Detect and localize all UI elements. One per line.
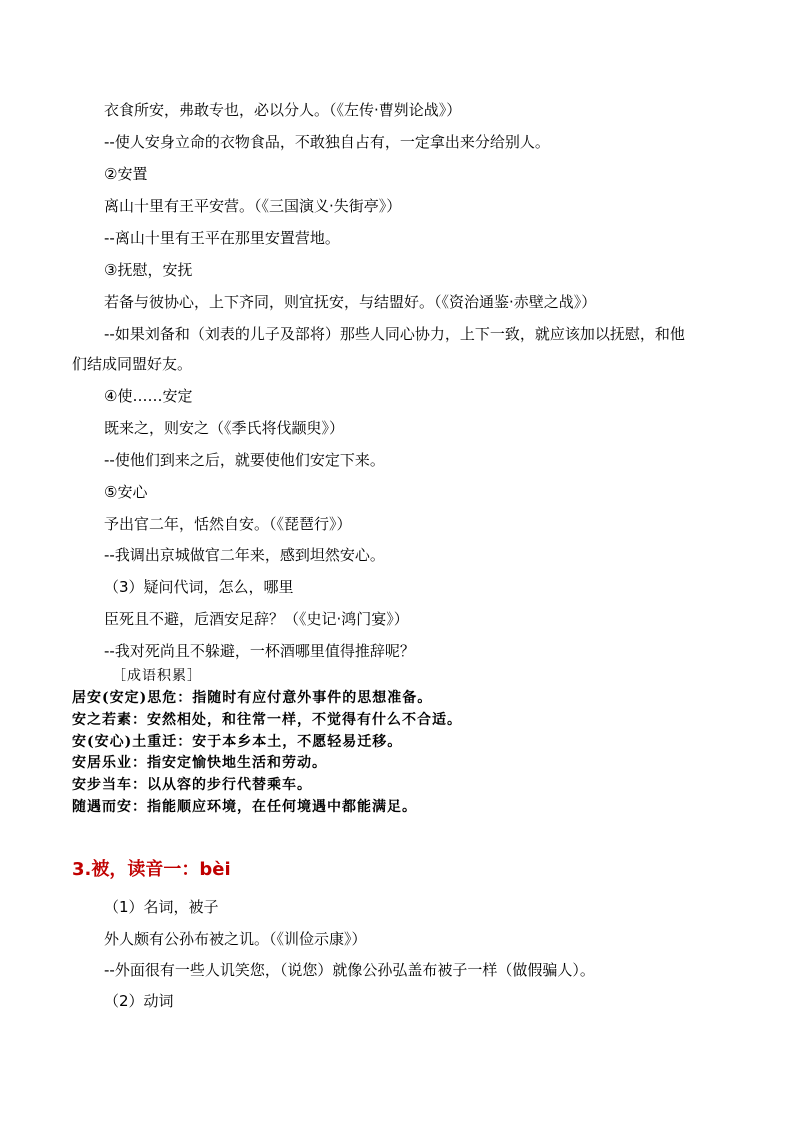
text-line: --外面很有一些人讥笑您，（说您）就像公孙弘盖布被子一样（做假骗人）。 [104, 961, 595, 979]
idiom-item: 随遇而安：指能顺应环境，在任何境遇中都能满足。 [72, 799, 417, 815]
text-line: 离山十里有王平安营。（《三国演义·失街亭》） [104, 197, 402, 215]
idiom-item: 安之若素：安然相处，和往常一样，不觉得有什么不合适。 [72, 712, 462, 728]
idiom-item: 安居乐业：指安定愉快地生活和劳动。 [72, 755, 327, 771]
text-line: ⑤安心 [104, 483, 148, 501]
text-line: --我调出京城做官二年来，感到坦然安心。 [104, 546, 385, 564]
text-line: （2）动词 [104, 992, 174, 1010]
text-line: 衣食所安，弗敢专也，必以分人。（《左传·曹刿论战》） [104, 101, 462, 119]
text-line: --使他们到来之后，就要使他们安定下来。 [104, 451, 385, 469]
text-line: --我对死尚且不躲避，一杯酒哪里值得推辞呢？ [104, 642, 415, 660]
text-line: 既来之，则安之（《季氏将伐颛臾》） [104, 419, 345, 437]
text-line: 臣死且不避，卮酒安足辞？（《史记·鸿门宴》） [104, 610, 409, 628]
section-heading: 3.被，读音一：bèi [72, 859, 231, 880]
text-line: ②安置 [104, 165, 148, 183]
text-line: 予出官二年，恬然自安。（《琵琶行》） [104, 515, 352, 533]
text-line: 若备与彼协心，上下齐同，则宜抚安，与结盟好。（《资治通鉴·赤壁之战》） [104, 293, 597, 311]
text-line: 们结成同盟好友。 [72, 355, 193, 373]
idiom-box-title: ［成语积累］ [112, 668, 202, 684]
text-line: ④使……安定 [104, 387, 193, 405]
idiom-item: 安(安心)土重迁：安于本乡本土，不愿轻易迁移。 [72, 734, 403, 750]
text-line: （1）名词，被子 [104, 898, 219, 916]
text-line: --离山十里有王平在那里安置营地。 [104, 229, 340, 247]
idiom-item: 安步当车：以从容的步行代替乘车。 [72, 777, 312, 793]
text-line: （3）疑问代词，怎么，哪里 [104, 578, 294, 596]
text-line: --如果刘备和（刘表的儿子及部将）那些人同心协力，上下一致，就应该加以抚慰，和他 [104, 325, 685, 343]
idiom-item: 居安(安定)思危：指随时有应付意外事件的思想准备。 [72, 690, 433, 706]
text-line: 外人颇有公孙布被之讥。（《训俭示康》） [104, 930, 367, 948]
text-line: ③抚慰，安抚 [104, 261, 193, 279]
text-line: --使人安身立命的衣物食品，不敢独自占有，一定拿出来分给别人。 [104, 133, 550, 151]
